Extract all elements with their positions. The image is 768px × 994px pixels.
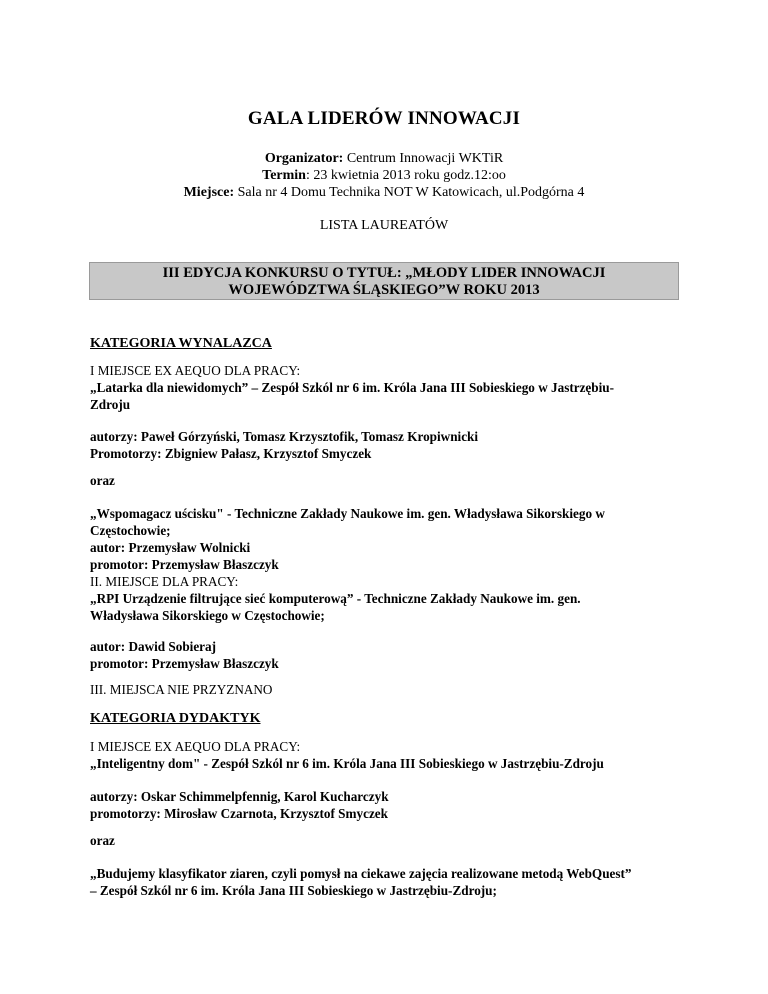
banner-line-2: WOJEWÓDZTWA ŚLĄSKIEGO”W ROKU 2013 xyxy=(228,282,540,298)
laureates-list-label: LISTA LAUREATÓW xyxy=(319,218,449,233)
inventor-author-3: autor: Dawid Sobieraj xyxy=(90,639,217,654)
inventor-work-3-credits xyxy=(90,638,710,672)
competition-banner xyxy=(89,262,679,300)
didactic-authors-1: autorzy: Oskar Schimmelpfennig, Karol Kucharczyk xyxy=(90,789,389,804)
didactic-first-place-label: I MIEJSCE EX AEQUO DLA PRACY: xyxy=(90,739,301,754)
inventor-work-3 xyxy=(90,590,710,624)
inventor-work-2 xyxy=(90,505,710,573)
didactic-promoters-1: promotorzy: Mirosław Czarnota, Krzysztof Smyczek xyxy=(90,806,388,821)
term-line xyxy=(0,167,768,184)
didactic-category-heading: KATEGORIA DYDAKTYK xyxy=(90,711,261,726)
banner-line-1: III EDYCJA KONKURSU O TYTUŁ: „MŁODY LIDER INNOWACJI xyxy=(162,265,606,281)
page-title: GALA LIDERÓW INNOWACJI xyxy=(247,108,521,129)
didactic-work-1: „Inteligentny dom" - Zespół Szkól nr 6 im. Króla Jana III Sobieskiego w Jastrzębiu-Zdroju xyxy=(90,756,604,771)
inventor-promoter-3: promotor: Przemysław Błaszczyk xyxy=(90,656,279,671)
organizer-line xyxy=(0,150,768,167)
didactic-work-2-line-2: – Zespół Szkól nr 6 im. Króla Jana III Sobieskiego w Jastrzębiu-Zdroju; xyxy=(90,883,497,898)
organizer-label: Organizator: xyxy=(264,151,344,166)
inventor-first-place-label: I MIEJSCE EX AEQUO DLA PRACY: xyxy=(90,363,301,378)
didactic-oraz-1: oraz xyxy=(90,833,115,848)
inventor-category-heading: KATEGORIA WYNALAZCA xyxy=(90,336,272,351)
place-label: Miejsce: xyxy=(183,185,235,200)
inventor-work-2-line-2: Częstochowie; xyxy=(90,523,171,538)
term-label: Termin xyxy=(262,168,306,183)
inventor-work-1 xyxy=(90,379,710,413)
organizer-value: Centrum Innowacji WKTiR xyxy=(343,151,504,166)
inventor-work-1-line-2: Zdroju xyxy=(90,397,131,412)
didactic-work-2 xyxy=(90,865,710,899)
term-value: : 23 kwietnia 2013 roku godz.12:oo xyxy=(305,168,506,183)
inventor-oraz-1: oraz xyxy=(90,473,115,488)
inventor-work-3-line-1: „RPI Urządzenie filtrujące sieć komputerową” - Techniczne Zakłady Naukowe im. gen. xyxy=(90,591,581,606)
inventor-work-2-line-1: „Wspomagacz uścisku" - Techniczne Zakłady Naukowe im. gen. Władysława Sikorskiego w xyxy=(90,506,605,521)
inventor-author-2: autor: Przemysław Wolnicki xyxy=(90,540,251,555)
inventor-second-place-label: II. MIEJSCE DLA PRACY: xyxy=(90,574,239,589)
inventor-promoter-2: promotor: Przemysław Błaszczyk xyxy=(90,557,279,572)
didactic-work-2-line-1: „Budujemy klasyfikator ziaren, czyli pomysł na ciekawe zajęcia realizowane metodą WebQuest” xyxy=(90,866,632,881)
event-details xyxy=(0,150,768,201)
inventor-work-1-credits xyxy=(90,428,710,462)
place-value: Sala nr 4 Domu Technika NOT W Katowicach, ul.Podgórna 4 xyxy=(234,185,585,200)
inventor-third-place-label: III. MIEJSCA NIE PRZYZNANO xyxy=(90,682,273,697)
didactic-work-1-credits xyxy=(90,788,710,822)
inventor-promoters-1: Promotorzy: Zbigniew Pałasz, Krzysztof Smyczek xyxy=(90,446,372,461)
inventor-work-1-line-1: „Latarka dla niewidomych” – Zespół Szkól nr 6 im. Króla Jana III Sobieskiego w Jastrzębiu- xyxy=(90,380,615,395)
inventor-work-3-line-2: Władysława Sikorskiego w Częstochowie; xyxy=(90,608,325,623)
place-line xyxy=(0,184,768,201)
inventor-authors-1: autorzy: Paweł Górzyński, Tomasz Krzysztofik, Tomasz Kropiwnicki xyxy=(90,429,479,444)
